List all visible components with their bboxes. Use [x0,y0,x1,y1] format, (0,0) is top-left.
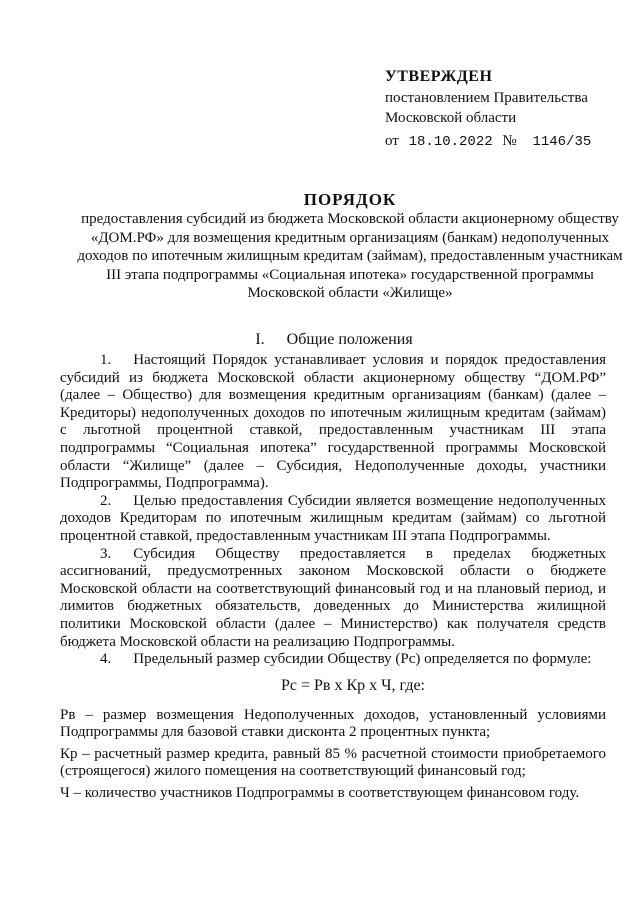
definition-kr: Кр – расчетный размер кредита, равный 85 % расчетной стоимости приобретаемого (строящегося) жилого помещения на соответствующий финансовый год; [60,745,606,780]
paragraph-text: Субсидия Обществу предоставляется в пределах бюджетных ассигнований, предусмотренных законом Московской области о бюджете Московской области на соответствующий финансовый год и на плановый период, и лимитов бюджетных обязательств, доведенных до Министерства жилищной политики Московской области (далее – Министерство) как получателя средств бюджета Московской области на реализацию Подпрограммы. [60,545,606,650]
approval-number: 1146/35 [532,134,592,150]
paragraph-number: 3. [100,545,112,562]
approval-line-1: постановлением Правительства [385,90,588,106]
paragraph-number: 4. [100,651,112,668]
approval-date-line [385,130,625,153]
paragraph-text: Настоящий Порядок устанавливает условия и порядок предоставления субсидий из бюджета Московской области акционерному обществу “ДОМ.РФ” (далее – Общество) для возмещения кредитным организациям (банкам) (далее – Кредиторы) недополученных доходов по ипотечным жилищным кредитам (займам) с льготной процентной ставкой, предоставленным участникам III этапа подпрограммы “Социальная ипотека” государственной программы Московской области “Жилище” (далее – Субсидия, Недополученные доходы, участники Подпрограммы, Подпрограмма). [60,352,606,492]
approval-date-prefix: от [385,133,399,149]
paragraph-text: Целью предоставления Субсидии является возмещение недополученных доходов Кредиторам по ипотечным жилищным кредитам (займам) со льготной процентной ставкой, предоставленным участникам III этапа Подпрограммы. [60,492,606,544]
definition-ch: Ч – количество участников Подпрограммы в соответствующем финансовом году. [60,785,580,802]
section-number: I. [255,331,265,348]
approval-number-sign: № [502,133,517,149]
document-body [60,352,606,803]
document-subtitle: предоставления субсидий из бюджета Московской области акционерному обществу «ДОМ.РФ» для возмещения кредитным организациям (банкам) недополученных доходов по ипотечным жилищным кредитам (займам), предоставленным участникам III этапа подпрограммы «Социальная ипотека» государственной программы Московской области «Жилище» [77,211,623,301]
paragraph-2 [60,493,606,546]
paragraph-text: Предельный размер субсидии Обществу (Рс) определяется по формуле: [133,651,592,668]
paragraph-1 [60,352,606,493]
approval-block [385,66,625,153]
approval-line-2: Московской области [385,110,517,126]
paragraph-4 [60,651,606,669]
subsidy-formula: Рс = Рв х Кр х Ч, где: [281,676,425,694]
definition-rv: Рв – размер возмещения Недополученных доходов, установленный условиями Подпрограммы для базовой ставки дисконта 2 процентных пункта; [60,706,606,741]
paragraph-number: 2. [100,492,112,509]
paragraph-3 [60,546,606,652]
approval-date: 18.10.2022 [408,134,493,150]
approval-title: УТВЕРЖДЕН [385,68,493,85]
section-heading [60,330,608,350]
section-title: Общие положения [286,331,413,348]
document-title: ПОРЯДОК [303,190,397,209]
paragraph-number: 1. [100,352,112,368]
